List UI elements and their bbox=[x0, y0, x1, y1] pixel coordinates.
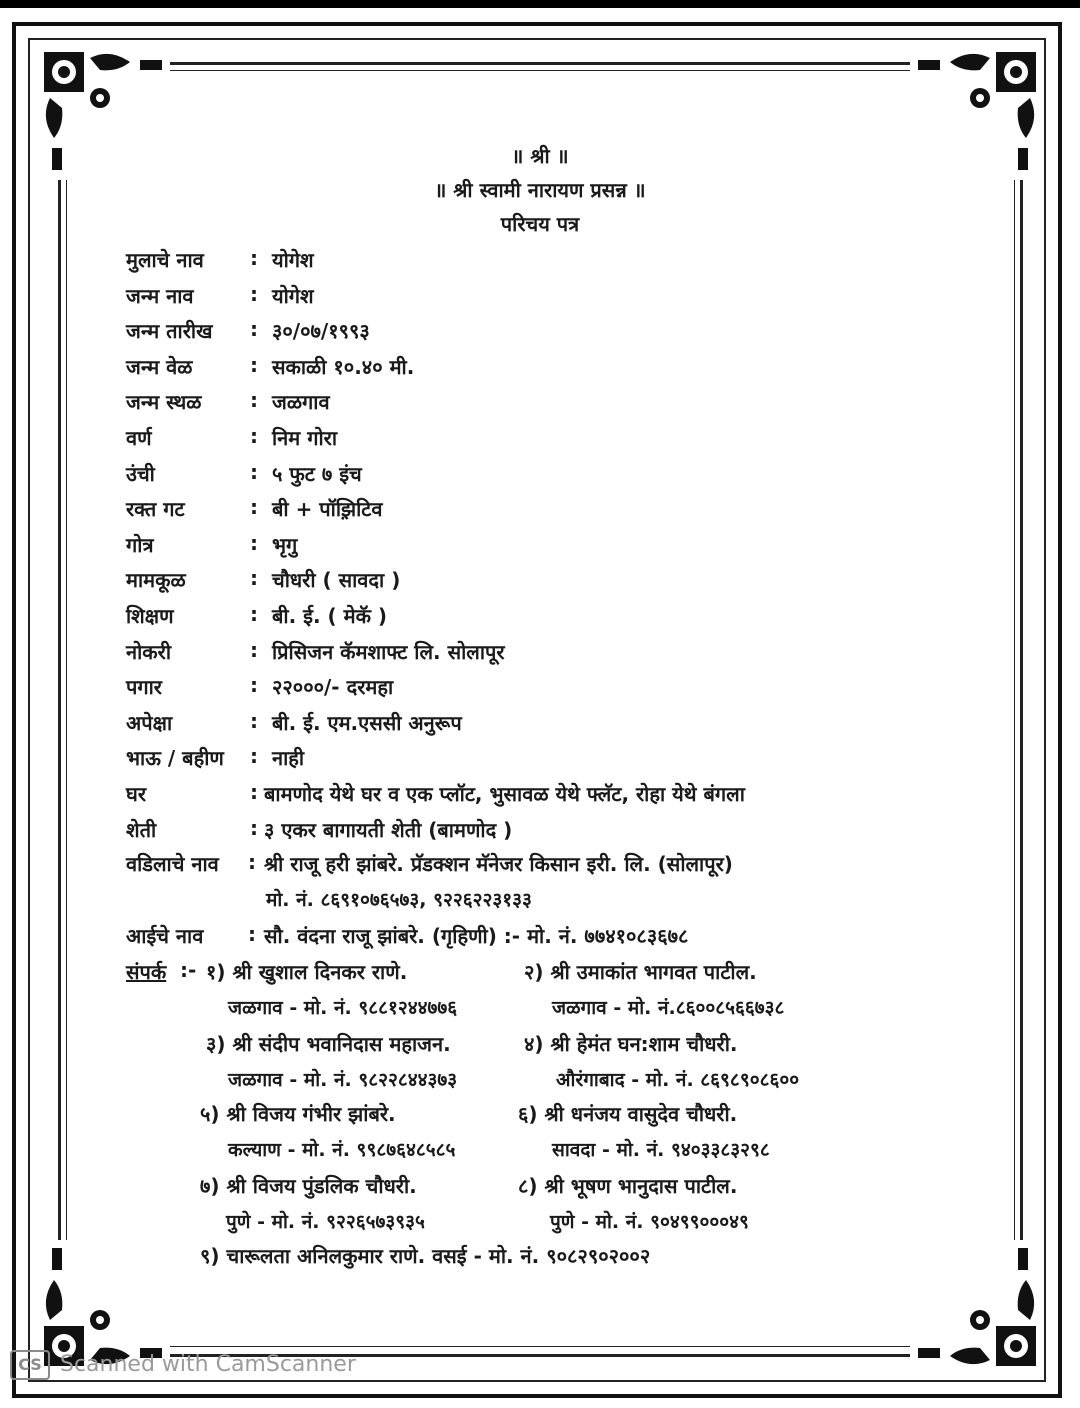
field-colon: : bbox=[250, 602, 258, 626]
father-value: श्री राजू हरी झांबरे. प्रॅडक्शन मॅनेजर किसान इरी. लि. (सोलापूर) bbox=[264, 852, 733, 876]
field-label: मामकूळ bbox=[126, 568, 186, 592]
scanner-watermark bbox=[10, 1350, 356, 1380]
field-label: पगार bbox=[126, 675, 162, 699]
ornament-bottom-right bbox=[910, 1240, 1040, 1370]
contact-5-name: ५) श्री विजय गंभीर झांबरे. bbox=[200, 1102, 396, 1126]
field-label: जन्म तारीख bbox=[126, 319, 213, 343]
mother-colon: : bbox=[248, 922, 256, 946]
bottom-rule-thin bbox=[170, 1346, 910, 1347]
field-label: नोकरी bbox=[126, 640, 171, 664]
field-colon: : bbox=[250, 816, 258, 840]
field-colon: : bbox=[250, 388, 258, 412]
field-colon: : bbox=[250, 780, 258, 804]
field-value: जळगाव bbox=[272, 390, 330, 414]
field-label: वर्ण bbox=[126, 426, 152, 450]
field-colon: : bbox=[250, 673, 258, 697]
blessing-line: ॥ श्री स्वामी नारायण प्रसन्न ॥ bbox=[434, 178, 646, 202]
right-rule-thin bbox=[1014, 180, 1015, 1240]
contact-8-detail: पुणे - मो. नं. ९०४९९०००४९ bbox=[550, 1211, 749, 1233]
contacts-label: संपर्क bbox=[126, 960, 167, 984]
field-value: ३ एकर बागायती शेती (बामणोद ) bbox=[264, 818, 513, 842]
field-label: अपेक्षा bbox=[126, 711, 173, 735]
document-title: परिचय पत्र bbox=[500, 212, 580, 236]
field-value: ३०/०७/१९९३ bbox=[272, 319, 370, 343]
field-value: ५ फुट ७ इंच bbox=[272, 462, 362, 486]
field-colon: : bbox=[250, 460, 258, 484]
left-rule bbox=[58, 180, 61, 1240]
field-colon: : bbox=[250, 638, 258, 662]
contact-6-detail: सावदा - मो. नं. ९४०३३८३२९८ bbox=[552, 1139, 770, 1161]
camscanner-logo-icon: CS bbox=[10, 1350, 50, 1380]
field-value: भृगु bbox=[272, 533, 298, 557]
mother-label: आईचे नाव bbox=[126, 924, 204, 948]
field-value: निम गोरा bbox=[272, 426, 338, 450]
mother-value: सौ. वंदना राजू झांबरे. (गृहिणी) :- मो. नं. ७७४१०८३६७८ bbox=[264, 924, 689, 948]
contact-7-detail: पुणे - मो. नं. ९२२६५७३९३५ bbox=[226, 1211, 425, 1233]
father-label: वडिलाचे नाव bbox=[126, 852, 219, 876]
contact-6-name: ६) श्री धनंजय वासुदेव चौधरी. bbox=[518, 1102, 738, 1126]
contact-2-name: २) श्री उमाकांत भागवत पाटील. bbox=[524, 960, 757, 984]
field-label: जन्म स्थळ bbox=[126, 390, 202, 414]
field-colon: : bbox=[250, 566, 258, 590]
field-value: चौधरी ( सावदा ) bbox=[272, 568, 401, 592]
contact-2-detail: जळगाव - मो. नं.८६००८५६६७३८ bbox=[552, 997, 785, 1019]
field-label: भाऊ / बहीण bbox=[126, 746, 224, 770]
field-label: जन्म वेळ bbox=[126, 355, 193, 379]
field-value: बी + पॉझ़िटिव bbox=[272, 497, 383, 521]
top-rule-thin bbox=[170, 70, 910, 71]
contact-8-name: ८) श्री भूषण भानुदास पाटील. bbox=[518, 1174, 738, 1198]
field-value: सकाळी १०.४० मी. bbox=[272, 355, 415, 379]
field-label: शिक्षण bbox=[126, 604, 174, 628]
contact-4-detail: औरंगाबाद - मो. नं. ८६९८९०८६०० bbox=[556, 1069, 800, 1091]
top-edge-band bbox=[0, 0, 1080, 8]
top-rule bbox=[170, 62, 910, 65]
field-value: नाही bbox=[272, 746, 305, 770]
contact-4-name: ४) श्री हेमंत घन:शाम चौधरी. bbox=[524, 1032, 738, 1056]
field-label: गोत्र bbox=[126, 533, 154, 557]
contact-3-detail: जळगाव - मो. नं. ९८२२८४४३७३ bbox=[228, 1069, 458, 1091]
field-value: प्रिसिजन कॅमशाफ्ट लि. सोलापूर bbox=[272, 640, 505, 664]
contact-5-detail: कल्याण - मो. नं. ९९८७६४८५८५ bbox=[228, 1139, 456, 1161]
field-colon: : bbox=[250, 531, 258, 555]
field-colon: : bbox=[250, 246, 258, 270]
field-value: बी. ई. एम.एससी अनुरूप bbox=[272, 711, 462, 735]
field-value: बी. ई. ( मेकॅ ) bbox=[272, 604, 388, 628]
contact-3-name: ३) श्री संदीप भवानिदास महाजन. bbox=[206, 1032, 451, 1056]
field-label: शेती bbox=[126, 818, 157, 842]
contact-1-name: १) श्री खुशाल दिनकर राणे. bbox=[206, 960, 408, 984]
field-label: मुलाचे नाव bbox=[126, 248, 204, 272]
contact-7-name: ७) श्री विजय पुंडलिक चौधरी. bbox=[200, 1174, 417, 1198]
father-colon: : bbox=[248, 850, 256, 874]
field-value: योगेश bbox=[272, 284, 314, 308]
contact-9-line: ९) चारूलता अनिलकुमार राणे. वसई - मो. नं. ९०८२९०२००२ bbox=[200, 1244, 651, 1268]
field-colon: : bbox=[250, 317, 258, 341]
right-rule bbox=[1020, 180, 1023, 1240]
field-colon: : bbox=[250, 353, 258, 377]
field-colon: : bbox=[250, 424, 258, 448]
field-colon: : bbox=[250, 709, 258, 733]
contacts-separator: :- bbox=[180, 958, 197, 982]
left-rule-thin bbox=[66, 180, 67, 1240]
field-value: बामणोद येथे घर व एक प्लॉट, भुसावळ येथे फ्लॅट, रोहा येथे बंगला bbox=[264, 782, 745, 806]
field-label: घर bbox=[126, 782, 146, 806]
field-label: उंची bbox=[126, 462, 155, 486]
field-label: रक्त गट bbox=[126, 497, 185, 521]
father-phone: मो. नं. ८६९१०७६५७३, ९२२६२२३१३३ bbox=[266, 889, 532, 911]
contact-1-detail: जळगाव - मो. नं. ९८८१२४४७७६ bbox=[228, 997, 458, 1019]
field-colon: : bbox=[250, 744, 258, 768]
field-colon: : bbox=[250, 495, 258, 519]
invocation-line: ॥ श्री ॥ bbox=[511, 144, 569, 168]
field-label: जन्म नाव bbox=[126, 284, 194, 308]
watermark-text: Scanned with CamScanner bbox=[60, 1352, 356, 1377]
field-value: योगेश bbox=[272, 248, 314, 272]
field-value: २२०००/- दरमहा bbox=[272, 675, 394, 699]
field-colon: : bbox=[250, 282, 258, 306]
